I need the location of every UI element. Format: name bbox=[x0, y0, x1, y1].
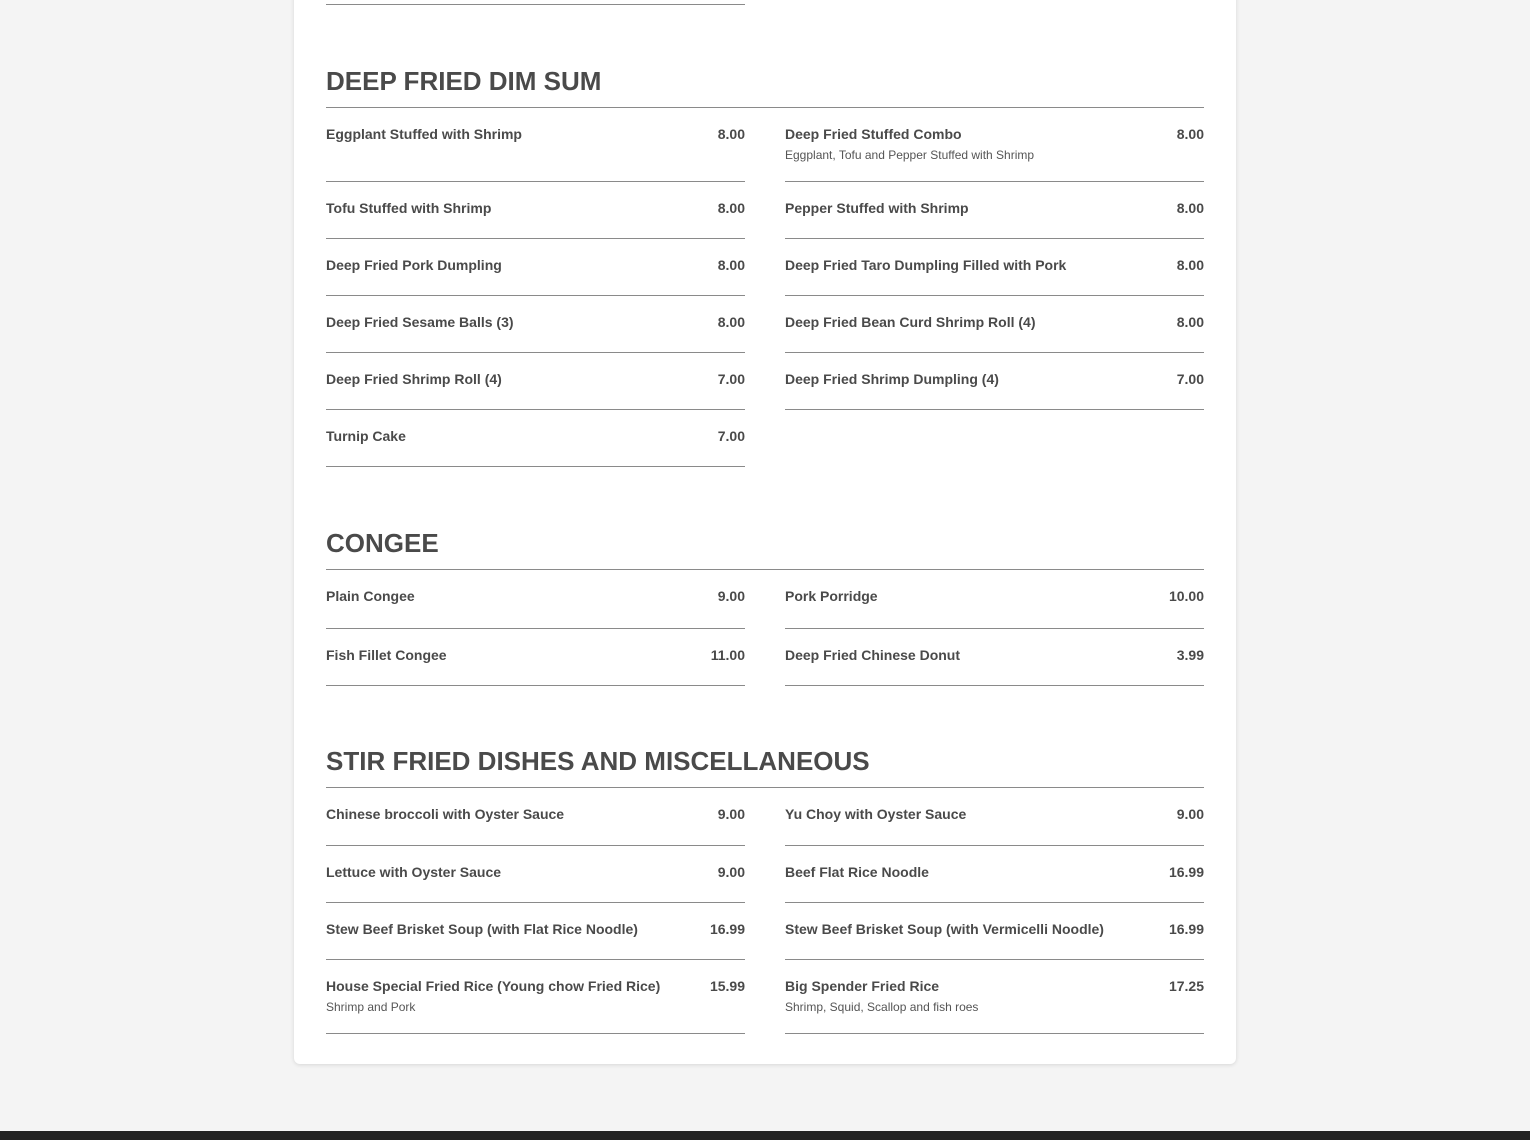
section-title: STIR FRIED DISHES AND MISCELLANEOUS bbox=[326, 738, 1204, 788]
item-price: 11.00 bbox=[710, 647, 745, 663]
item-price: 7.00 bbox=[1176, 371, 1204, 387]
section-congee bbox=[326, 520, 1204, 686]
menu-item[interactable] bbox=[785, 903, 1204, 960]
item-description: Shrimp, Squid, Scallop and fish roes bbox=[785, 1000, 979, 1014]
item-price: 7.00 bbox=[717, 428, 745, 444]
item-name: Deep Fried Pork Dumpling bbox=[326, 257, 502, 273]
item-name: Deep Fried Chinese Donut bbox=[785, 647, 961, 663]
item-name: Deep Fried Bean Curd Shrimp Roll (4) bbox=[785, 314, 1036, 330]
item-price: 3.99 bbox=[1176, 647, 1204, 663]
empty-cell bbox=[785, 410, 1204, 467]
menu-item[interactable] bbox=[326, 570, 745, 629]
item-price: 16.99 bbox=[1168, 864, 1204, 880]
menu-item[interactable] bbox=[785, 960, 1204, 1034]
menu-item[interactable] bbox=[785, 788, 1204, 846]
item-name: Tofu Stuffed with Shrimp bbox=[326, 200, 492, 216]
item-description: Shrimp and Pork bbox=[326, 1000, 416, 1014]
menu-item[interactable] bbox=[785, 846, 1204, 903]
item-price: 9.00 bbox=[717, 588, 745, 604]
item-name: Lettuce with Oyster Sauce bbox=[326, 864, 502, 880]
item-name: Big Spender Fried Rice bbox=[785, 978, 940, 994]
item-name: Yu Choy with Oyster Sauce bbox=[785, 806, 967, 822]
item-name: Eggplant Stuffed with Shrimp bbox=[326, 126, 522, 142]
menu-item[interactable] bbox=[326, 960, 745, 1034]
menu-item[interactable] bbox=[326, 410, 745, 467]
section-title: DEEP FRIED DIM SUM bbox=[326, 58, 1204, 108]
item-price: 8.00 bbox=[1176, 126, 1204, 142]
item-name: Deep Fried Stuffed Combo bbox=[785, 126, 962, 142]
item-price: 17.25 bbox=[1168, 978, 1204, 994]
item-name: Stew Beef Brisket Soup (with Vermicelli Noodle) bbox=[785, 921, 1104, 937]
item-price: 8.00 bbox=[717, 126, 745, 142]
item-price: 9.00 bbox=[1176, 806, 1204, 822]
page-footer bbox=[0, 1131, 1530, 1140]
menu-item[interactable] bbox=[326, 788, 745, 846]
item-name: Deep Fried Shrimp Dumpling (4) bbox=[785, 371, 999, 387]
section-stir-fried bbox=[326, 738, 1204, 1034]
menu-item[interactable] bbox=[326, 108, 745, 182]
item-name: House Special Fried Rice (Young chow Fried Rice) bbox=[326, 978, 661, 994]
section-title: CONGEE bbox=[326, 520, 1204, 570]
menu-card bbox=[294, 0, 1236, 1064]
item-price: 8.00 bbox=[1176, 200, 1204, 216]
item-price: 8.00 bbox=[717, 314, 745, 330]
item-price: 16.99 bbox=[709, 921, 745, 937]
item-name: Deep Fried Sesame Balls (3) bbox=[326, 314, 514, 330]
item-name: Chinese broccoli with Oyster Sauce bbox=[326, 806, 565, 822]
menu-item[interactable] bbox=[785, 629, 1204, 686]
item-name: Turnip Cake bbox=[326, 428, 406, 444]
item-name: Pepper Stuffed with Shrimp bbox=[785, 200, 969, 216]
item-price: 8.00 bbox=[1176, 257, 1204, 273]
menu-item[interactable] bbox=[785, 239, 1204, 296]
menu-item[interactable] bbox=[785, 570, 1204, 629]
item-description: Eggplant, Tofu and Pepper Stuffed with Shrimp bbox=[785, 148, 1035, 162]
menu-item[interactable] bbox=[326, 353, 745, 410]
menu-item[interactable] bbox=[326, 629, 745, 686]
item-name: Deep Fried Shrimp Roll (4) bbox=[326, 371, 502, 387]
section-deep-fried-dim-sum bbox=[326, 58, 1204, 467]
item-name: Stew Beef Brisket Soup (with Flat Rice Noodle) bbox=[326, 921, 638, 937]
item-price: 8.00 bbox=[717, 200, 745, 216]
menu-item[interactable] bbox=[326, 846, 745, 903]
item-price: 9.00 bbox=[717, 864, 745, 880]
item-price: 8.00 bbox=[717, 257, 745, 273]
menu-item[interactable] bbox=[785, 182, 1204, 239]
item-name: Deep Fried Taro Dumpling Filled with Pork bbox=[785, 257, 1067, 273]
item-price: 7.00 bbox=[717, 371, 745, 387]
item-name: Plain Congee bbox=[326, 588, 415, 604]
menu-item[interactable] bbox=[326, 296, 745, 353]
item-name: Fish Fillet Congee bbox=[326, 647, 447, 663]
menu-item[interactable] bbox=[326, 182, 745, 239]
item-price: 15.99 bbox=[709, 978, 745, 994]
menu-item[interactable] bbox=[785, 296, 1204, 353]
menu-item[interactable] bbox=[785, 353, 1204, 410]
menu-item[interactable] bbox=[785, 108, 1204, 182]
item-price: 10.00 bbox=[1168, 588, 1204, 604]
item-price: 9.00 bbox=[717, 806, 745, 822]
divider bbox=[326, 4, 745, 5]
menu-item[interactable] bbox=[326, 239, 745, 296]
item-name: Pork Porridge bbox=[785, 588, 878, 604]
item-price: 16.99 bbox=[1168, 921, 1204, 937]
menu-item[interactable] bbox=[326, 903, 745, 960]
item-price: 8.00 bbox=[1176, 314, 1204, 330]
item-name: Beef Flat Rice Noodle bbox=[785, 864, 929, 880]
